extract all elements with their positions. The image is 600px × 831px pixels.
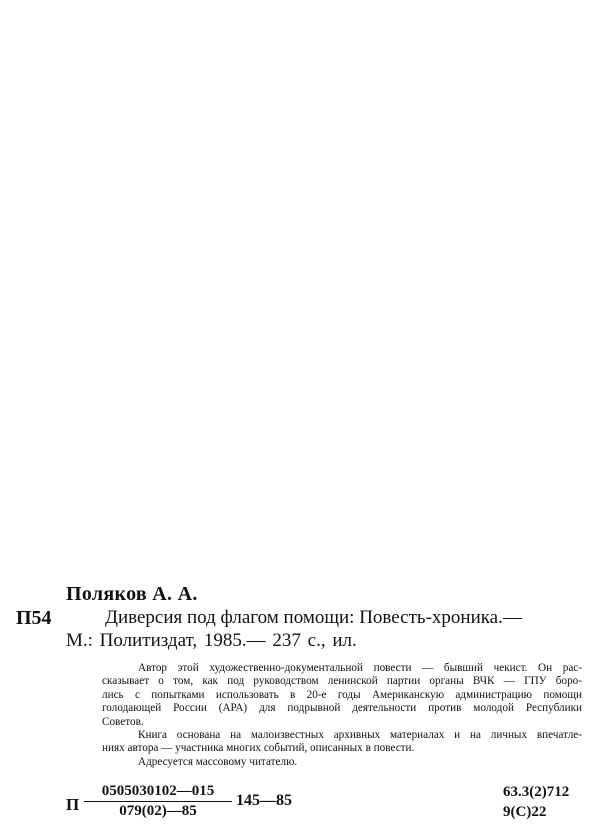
annotation-line: Книга основана на малоизвестных архивных материалах и на личных впечатле- xyxy=(138,729,582,742)
author-name: Поляков А. А. xyxy=(66,583,198,605)
bbk-codes xyxy=(503,782,569,822)
book-title: Диверсия под флагом помощи: Повесть-хроника.— xyxy=(105,607,522,628)
bbk-code-1: 63.3(2)712 xyxy=(503,784,570,800)
annotation-line: Советов. xyxy=(102,715,144,728)
annotation-paragraph-1 xyxy=(66,662,582,729)
annotation-line: ниях автора — участника многих событий, описанных в повести. xyxy=(102,742,415,755)
annotation-line: Автор этой художественно-документальной повести — бывший чекист. Он рас- xyxy=(138,662,582,674)
annotation-line: сказывает о том, как под руководством ленинской партии органы ВЧК — ГПУ боро- xyxy=(102,675,582,688)
annotation-paragraph-2 xyxy=(66,729,582,756)
classification-fraction xyxy=(84,783,232,820)
annotation xyxy=(66,662,582,769)
bbk-code-2: 9(С)22 xyxy=(503,804,547,820)
classification-letter: П xyxy=(66,795,80,814)
annotation-line: Адресуется массовому читателю. xyxy=(138,755,298,768)
index-code: П54 xyxy=(16,607,52,629)
annotation-paragraph-3 xyxy=(66,756,582,769)
annotation-line: голодающей России (АРА) для подрывной деятельности против молодой Республики xyxy=(102,702,582,715)
annotation-line: лись с попытками использовать в 20-е годы Американскую администрацию помощи xyxy=(102,688,582,701)
price-code: 145—85 xyxy=(236,792,292,809)
fraction-numerator: 0505030102—015 xyxy=(84,783,232,802)
imprint: М.: Политиздат, 1985.— 237 с., ил. xyxy=(66,630,357,651)
fraction-denominator: 079(02)—85 xyxy=(119,803,197,819)
